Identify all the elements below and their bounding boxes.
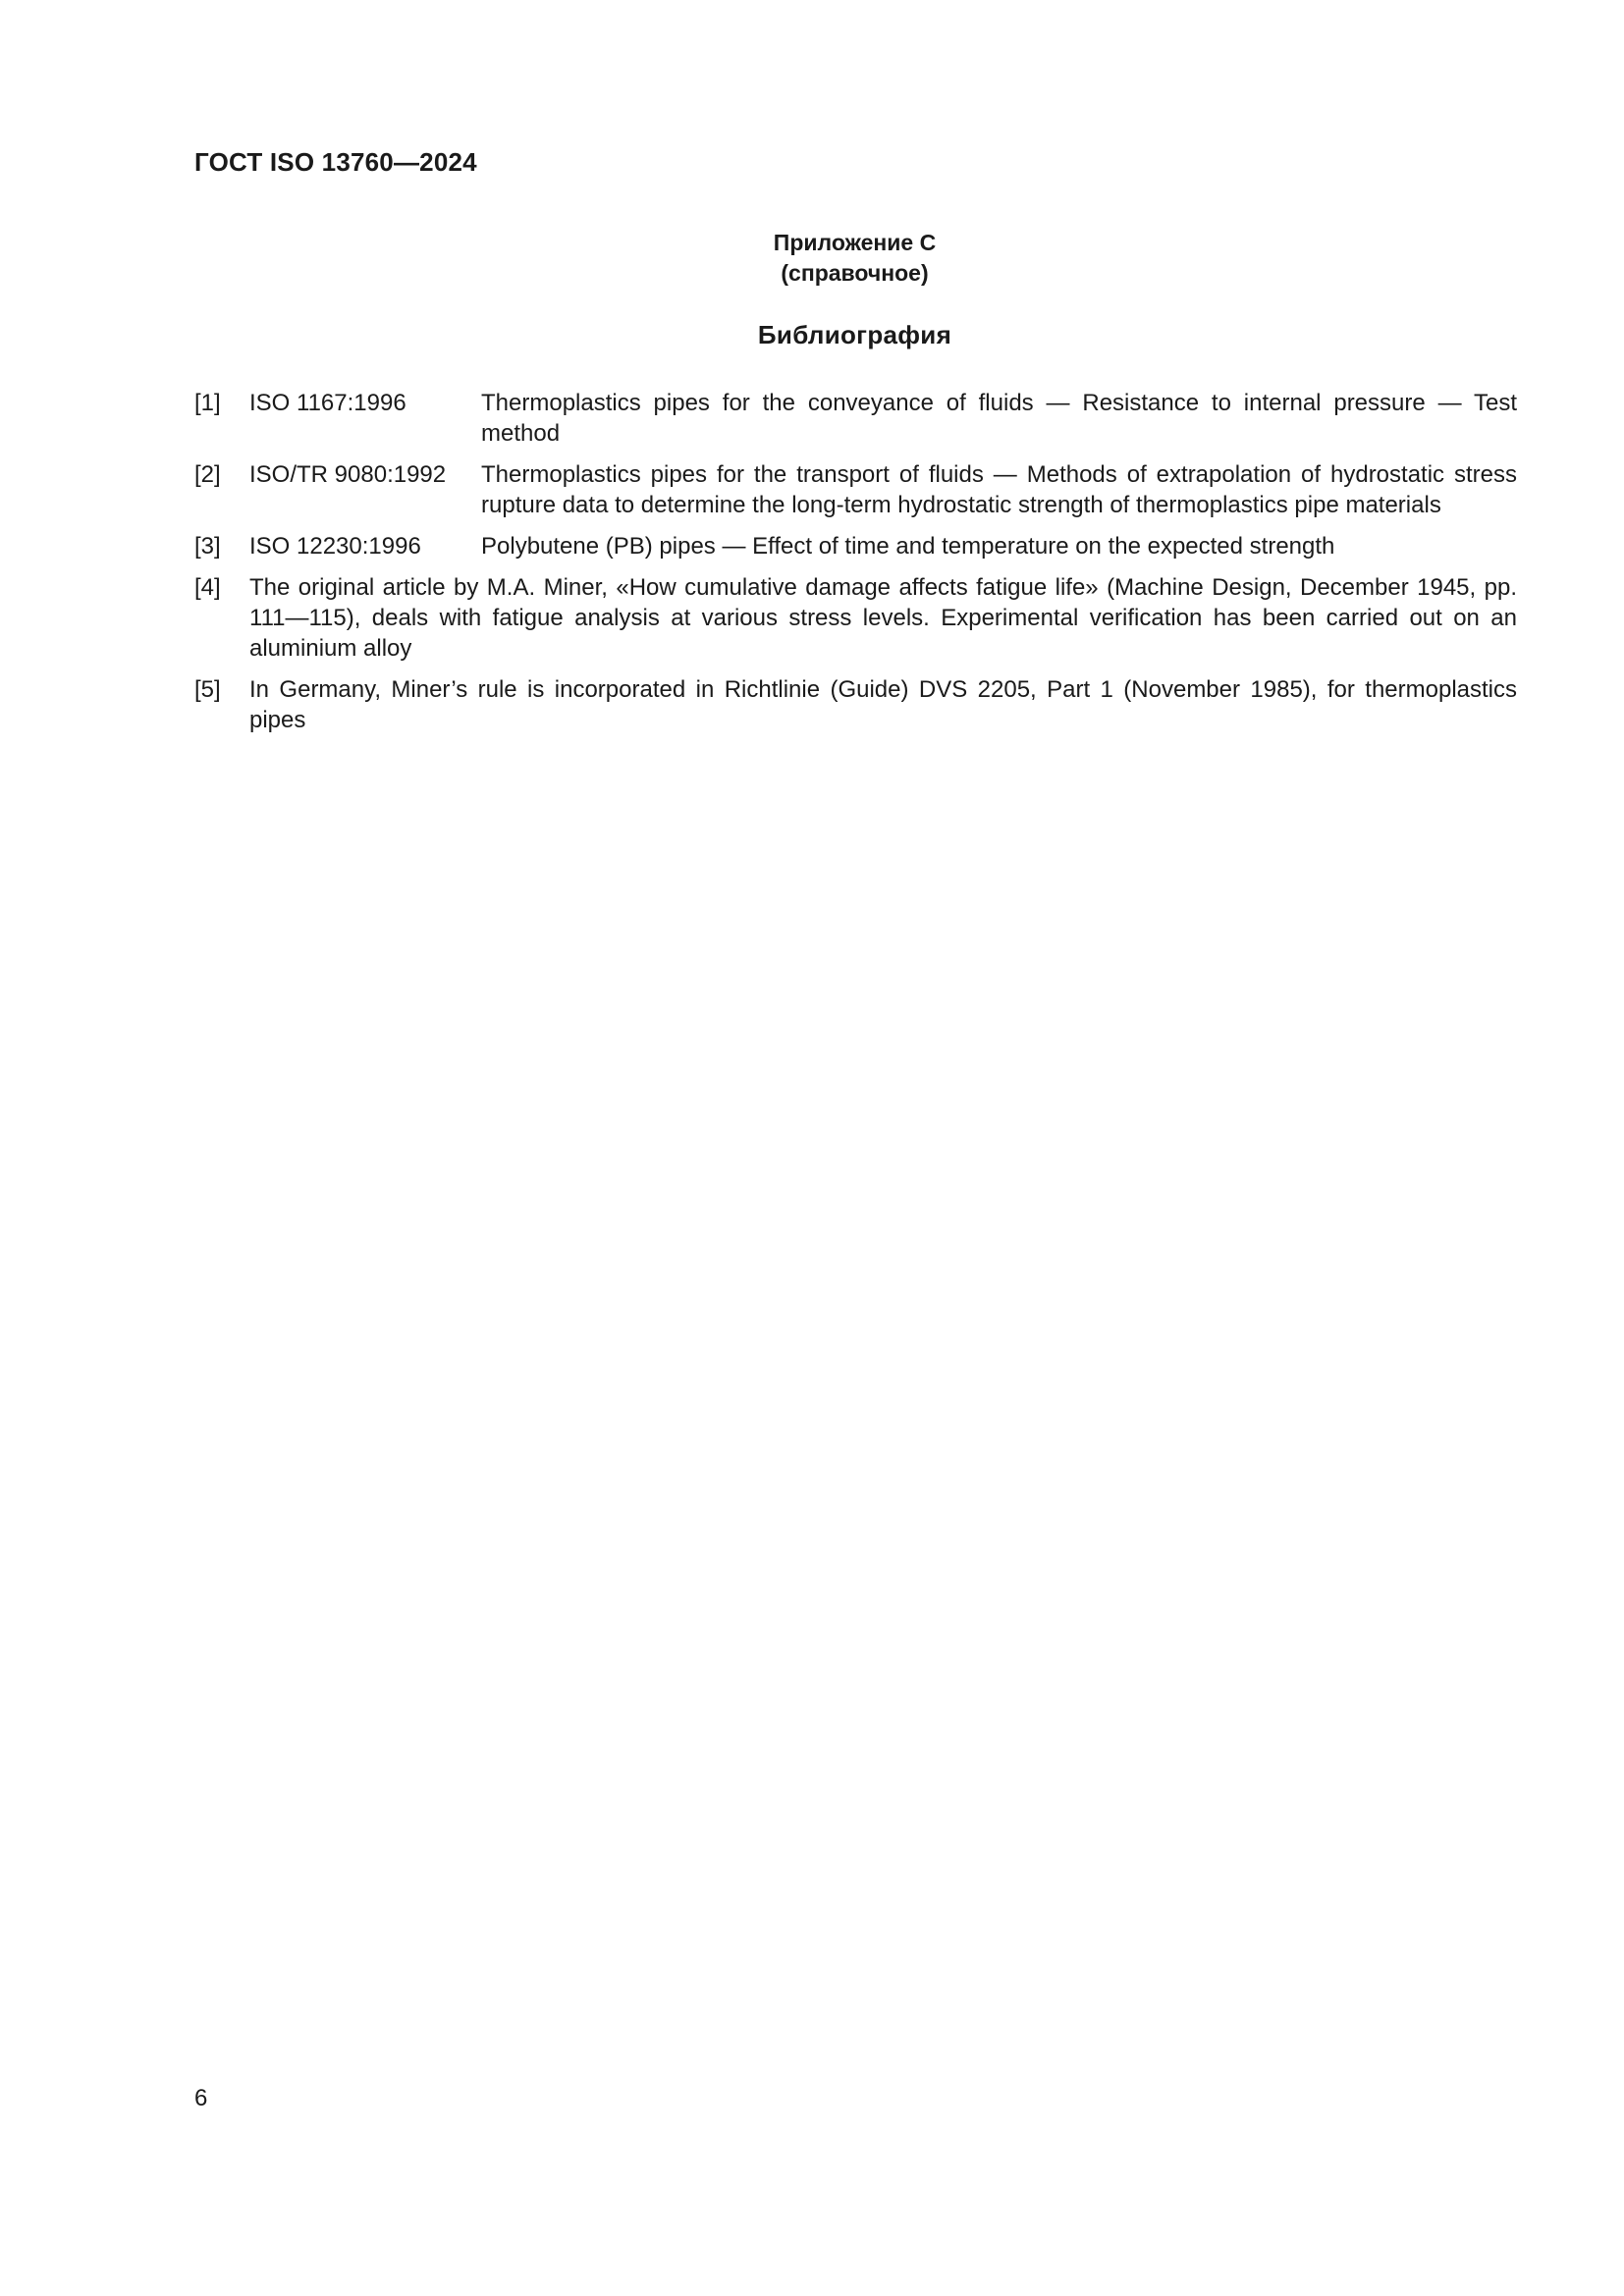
entry-number: [3] [194,533,221,560]
entry-text: In Germany, Miner’s rule is incorporated in Richtlinie (Guide) DVS 2205, Part 1 (November 1985), for thermoplastics pipes [249,676,1517,733]
bibliography-entry [194,674,1517,735]
entry-reference: ISO 12230:1996 [249,533,421,560]
bibliography-entry [194,572,1517,664]
entry-reference: ISO 1167:1996 [249,390,406,416]
annex-type: (справочное) [781,260,929,286]
bibliography-list [194,388,1517,746]
entry-title: Thermoplastics pipes for the transport of fluids — Methods of extrapolation of hydrostatic stress rupture data to determine the long-term hydrostatic strength of thermoplastics pipe materials [481,461,1517,518]
entry-text: The original article by M.A. Miner, «How cumulative damage affects fatigue life» (Machine Design, December 1945, pp. 111—115), deals with fatigue analysis at various stress levels. Experimental verification has been carried out on an aluminium alloy [249,574,1517,662]
entry-number: [4] [194,574,221,601]
bibliography-entry [194,531,1517,561]
bibliography-title: Библиография [757,320,952,349]
page-number: 6 [194,2085,208,2111]
standard-designation: ГОСТ ISO 13760—2024 [194,147,477,177]
entry-reference: ISO/TR 9080:1992 [249,461,447,488]
entry-title: Thermoplastics pipes for the conveyance of fluids — Resistance to internal pressure — Test method [481,390,1517,447]
entry-number: [2] [194,461,221,488]
entry-number: [1] [194,390,221,416]
annex-heading [194,228,1515,289]
entry-number: [5] [194,676,221,703]
annex-label: Приложение С [773,230,937,255]
entry-title: Polybutene (PB) pipes — Effect of time and temperature on the expected strength [481,533,1335,560]
bibliography-entry [194,459,1517,520]
bibliography-entry [194,388,1517,449]
